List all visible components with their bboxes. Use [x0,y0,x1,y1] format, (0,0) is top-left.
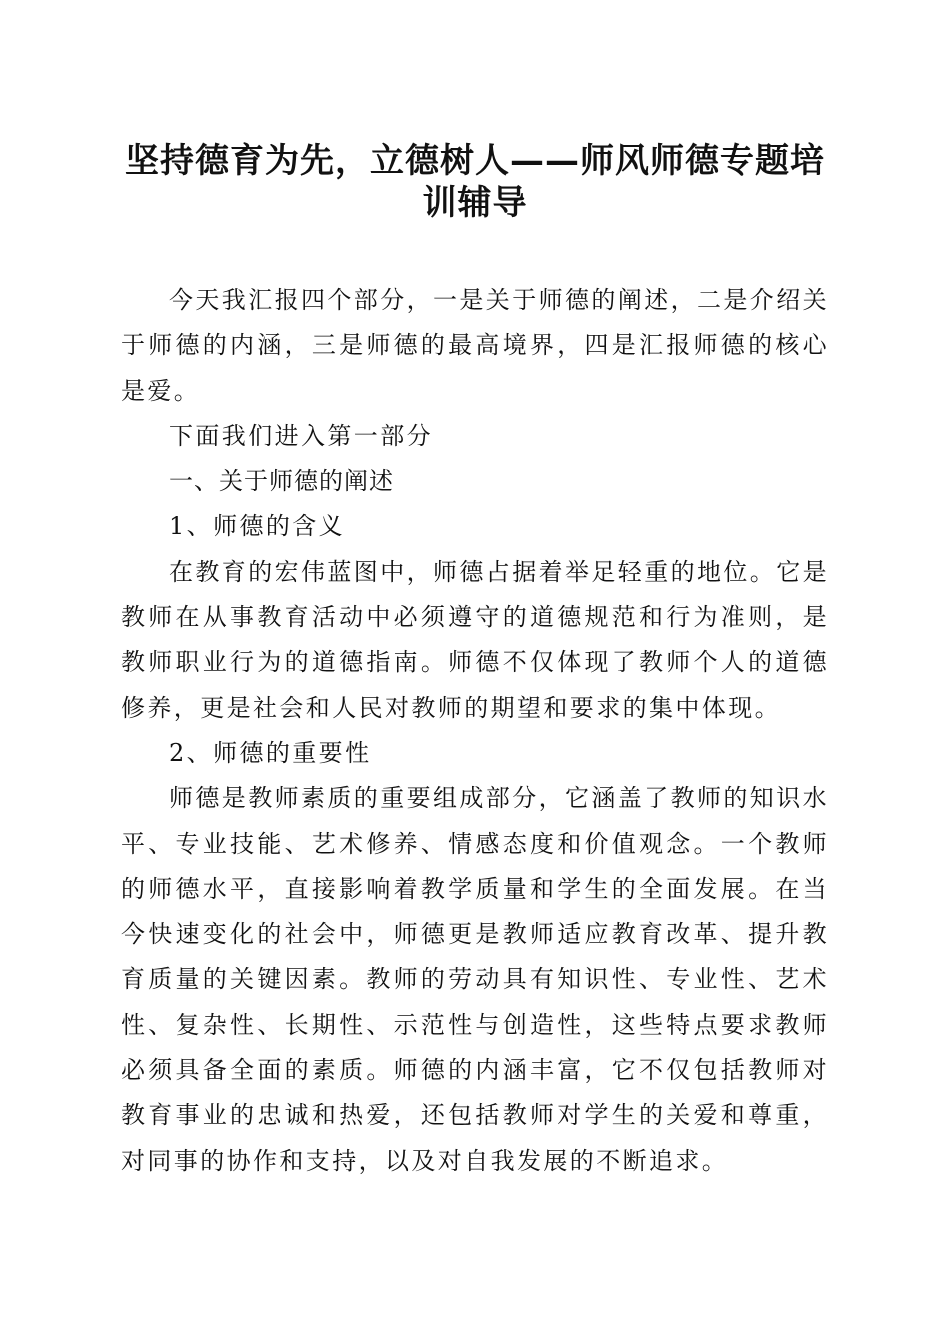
subsection-heading: 2、师德的重要性 [169,738,372,767]
paragraph-importance: 师德是教师素质的重要组成部分，它涵盖了教师的知识水平、专业技能、艺术修养、情感态度和价值观念。一个教师的师德水平，直接影响着教学质量和学生的全面发展。在当今快速变化的社会中，师德更是教师适应教育改革、提升教育质量的关键因素。教师的劳动具有知识性、专业性、艺术性、复杂性、长期性、示范性与创造性，这些特点要求教师必须具备全面的素质。师德的内涵丰富，它不仅包括教师对教育事业的忠诚和热爱，还包括教师对学生的关爱和尊重，对同事的协作和支持，以及对自我发展的不断追求。 [121,784,829,1175]
paragraph-intro: 今天我汇报四个部分，一是关于师德的阐述，二是介绍关于师德的内涵，三是师德的最高境界，四是汇报师德的核心是爱。 [121,286,829,405]
subsection-heading: 1、师德的含义 [169,512,346,541]
document-body [121,278,829,1184]
paragraph-meaning: 在教育的宏伟蓝图中，师德占据着举足轻重的地位。它是教师在从事教育活动中必须遵守的道德规范和行为准则，是教师职业行为的道德指南。师德不仅体现了教师个人的道德修养，更是社会和人民对教师的期望和要求的集中体现。 [121,557,829,722]
section-heading: 一、关于师德的阐述 [169,467,394,496]
paragraph-transition: 下面我们进入第一部分 [169,421,433,450]
title-line-1: 坚持德育为先，立德树人——师风师德专题培 [125,141,825,181]
title-line-2: 训辅导 [422,183,528,223]
document-title [110,140,840,224]
